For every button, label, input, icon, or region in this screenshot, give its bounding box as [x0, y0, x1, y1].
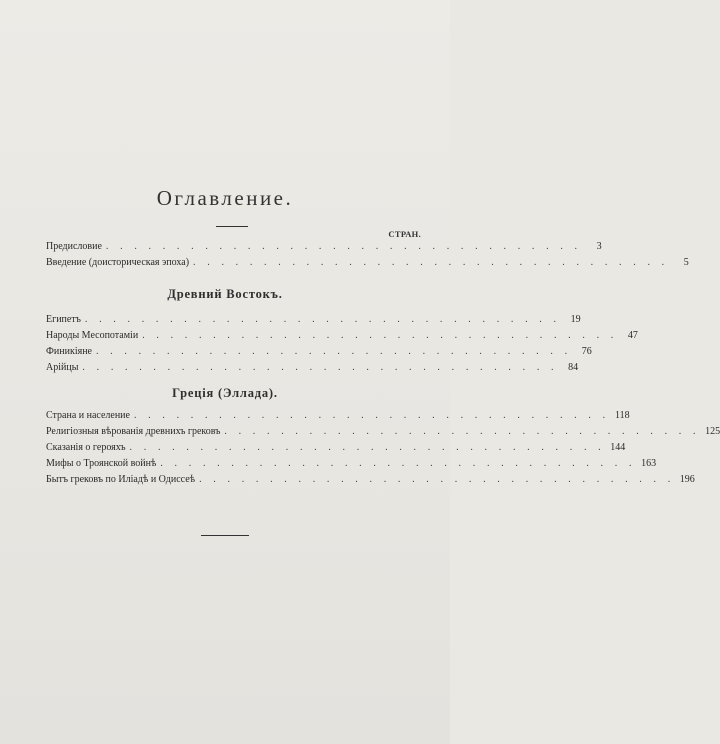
leader-dots: . . . . . . . . . . . . . . . . . . . . . . . . . . . . . . . . . .: [142, 330, 618, 341]
toc-entry-page: 144: [610, 442, 626, 453]
leader-dots: . . . . . . . . . . . . . . . . . . . . . . . . . . . . . . . . . .: [133, 410, 610, 421]
page-title: Оглавление.: [156, 186, 294, 210]
toc-entry-mesopotamia: [46, 330, 638, 344]
toc-entry-label: Религіозныя вѣрованія древнихъ грековъ: [46, 426, 221, 437]
leader-dots: . . . . . . . . . . . . . . . . . . . . . . . . . . . . . . . . . .: [82, 362, 559, 373]
page-column-header: СТРАН.: [388, 229, 421, 239]
toc-entry-page: 118: [615, 410, 630, 421]
toc-entry-label: Финикіяне: [46, 346, 92, 357]
toc-entry-label: Сказанія о герояхъ: [46, 442, 126, 453]
toc-entry-country-population: [46, 410, 630, 424]
leader-dots: . . . . . . . . . . . . . . . . . . . . . . . . . . . . . . . . . .: [129, 442, 606, 453]
toc-entry-label: Страна и население: [46, 410, 130, 421]
toc-entry-page: 5: [683, 257, 689, 268]
toc-entry-page: 47: [627, 330, 638, 341]
leader-dots: . . . . . . . . . . . . . . . . . . . . . . . . . . . . . . . . . .: [224, 426, 701, 437]
toc-entry-label: Введение (доисторическая эпоха): [46, 257, 190, 268]
toc-entry-page: 3: [596, 241, 602, 252]
toc-entry-aryans: [46, 362, 579, 376]
section-heading-greece: Греція (Эллада).: [172, 386, 278, 400]
toc-entry-page: 125: [705, 426, 720, 437]
toc-entry-label: Предисловие: [46, 241, 102, 252]
leader-dots: . . . . . . . . . . . . . . . . . . . . . . . . . . . . . . . . . .: [95, 346, 572, 357]
title-divider: [216, 226, 248, 227]
toc-entry-label: Бытъ грековъ по Иліадѣ и Одиссеѣ: [46, 474, 196, 485]
section-heading-ancient-east: Древний Востокъ.: [167, 287, 283, 301]
toc-entry-religious-beliefs: [46, 426, 720, 440]
leader-dots: . . . . . . . . . . . . . . . . . . . . . . . . . . . . . . . . . .: [105, 241, 582, 252]
toc-entry-page: 19: [570, 314, 581, 325]
toc-entry-page: 196: [679, 474, 695, 485]
toc-entry-page: 163: [641, 458, 657, 469]
leader-dots: . . . . . . . . . . . . . . . . . . . . . . . . . . . . . . . . . .: [199, 474, 675, 485]
toc-entry-egypt: [46, 314, 581, 328]
toc-entry-page: 84: [568, 362, 579, 373]
toc-entry-trojan-war: [46, 458, 657, 472]
toc-entry-greek-life: [46, 474, 695, 488]
toc-entry-label: Египетъ: [46, 314, 81, 325]
toc-entry-page: 76: [581, 346, 592, 357]
toc-entry-label: Народы Месопотаміи: [46, 330, 139, 341]
toc-entry-label: Мифы о Троянской войнѣ: [46, 458, 157, 469]
toc-entry-label: Арійцы: [46, 362, 79, 373]
leader-dots: . . . . . . . . . . . . . . . . . . . . . . . . . . . . . . . . . .: [160, 458, 637, 469]
leader-dots: . . . . . . . . . . . . . . . . . . . . . . . . . . . . . . . . . .: [193, 257, 669, 268]
toc-entry-introduction: [46, 257, 689, 271]
toc-entry-hero-legends: [46, 442, 626, 456]
toc-entry-preface: [46, 241, 602, 255]
closing-divider: [201, 535, 249, 536]
leader-dots: . . . . . . . . . . . . . . . . . . . . . . . . . . . . . . . . . .: [84, 314, 561, 325]
toc-entry-phoenicians: [46, 346, 592, 360]
